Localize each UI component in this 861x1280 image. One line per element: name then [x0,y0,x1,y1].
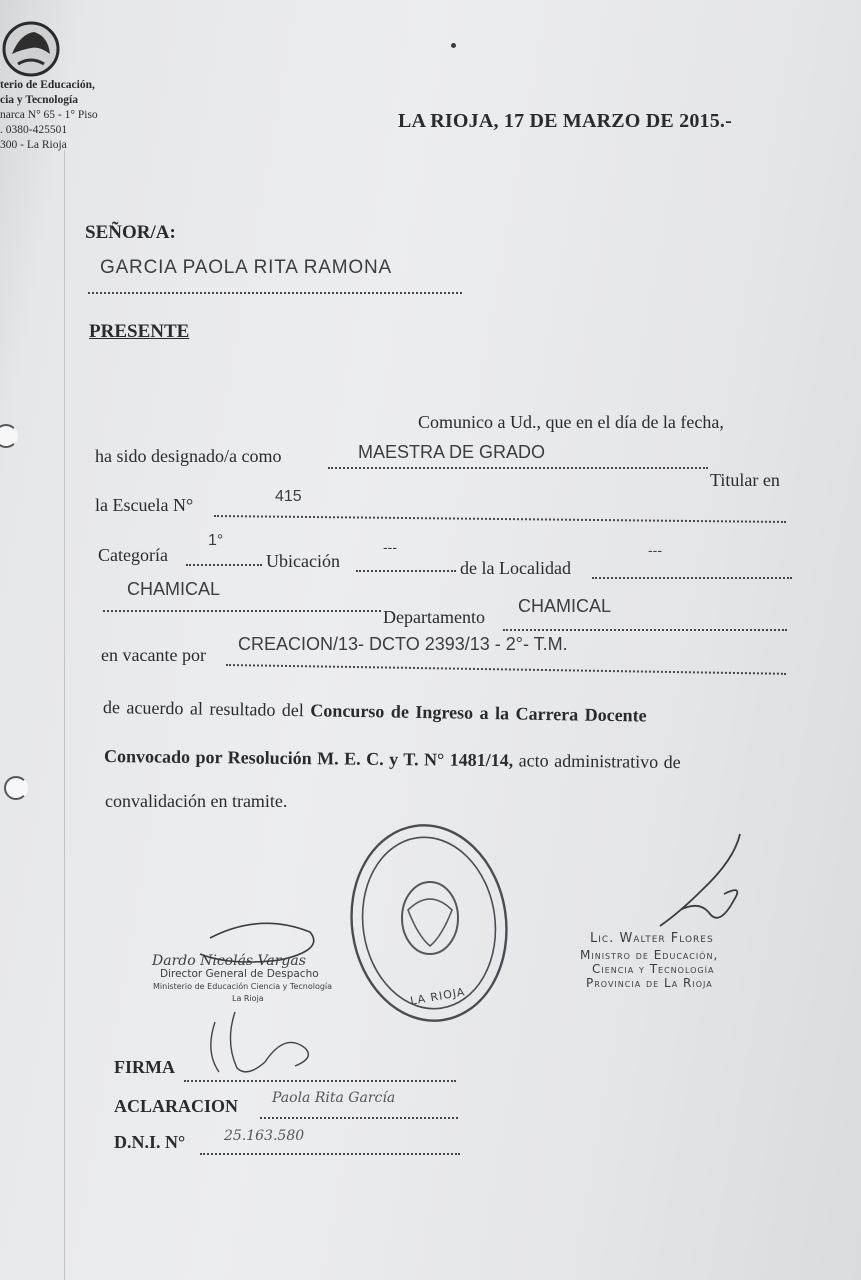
firma-label: FIRMA [114,1057,175,1077]
localidad-value: --- [648,542,662,558]
left-signer-place: La Rioja [232,994,264,1003]
recipient-signature-icon [175,992,325,1082]
seal-top-text [388,810,414,811]
escuela-label: la Escuela N° [95,495,194,515]
intro-text: Comunico a Ud., que en el día de la fecha, [418,412,724,432]
dotted-line [356,570,456,572]
aclaracion-value: Paola Rita García [272,1090,396,1106]
dotted-line [200,1153,460,1155]
dotted-line [186,564,262,566]
seal-bottom-text: LA RIOJA [409,985,467,1008]
acuerdo-line [103,697,647,727]
ubicacion-label: Ubicación [266,551,340,571]
titular-label: Titular en [710,470,780,490]
dotted-line [184,1080,456,1082]
localidad-label: de la Localidad [460,558,571,578]
right-signer-name: Lic. Walter Flores [590,931,714,946]
acuerdo-text: de acuerdo al resultado del [102,697,305,721]
letterhead-line: narca N° 65 - 1° Piso [0,109,98,121]
dotted-line [260,1117,458,1119]
letterhead-line: cia y Tecnología [0,94,78,106]
coat-of-arms-icon [0,20,62,78]
right-signer-title3: Provincia de La Rioja [586,976,713,990]
dotted-line [226,664,786,675]
dni-label: D.N.I. N° [114,1132,186,1152]
aclaracion-label: ACLARACION [114,1096,239,1116]
resolucion-text: Convocado por Resolución M. E. C. y T. N° 1481/14, [103,746,514,771]
dotted-line [103,610,381,612]
dotted-line [214,515,786,523]
left-signer-org: Ministerio de Educación Ciencia y Tecnología [153,982,333,991]
vacante-label: en vacante por [101,645,206,665]
dotted-line [592,577,792,579]
right-signer-title1: Ministro de Educación, [580,948,719,962]
escuela-number: 415 [275,488,302,505]
departamento-label: Departamento [383,607,485,627]
paper-edge [64,150,65,1280]
concurso-text: Concurso de Ingreso a la Carrera Docente [310,700,647,726]
vacante-value: CREACION/13- DCTO 2393/13 - 2°- T.M. [238,634,568,654]
presente-heading: PRESENTE [89,321,190,342]
dni-value: 25.163.580 [224,1128,305,1144]
dotted-line [88,292,462,294]
designado-label: ha sido designado/a como [95,446,282,466]
letterhead [0,78,98,153]
convalidacion-text: convalidación en tramite. [105,791,288,811]
cargo-value: MAESTRA DE GRADO [358,442,546,462]
ubicacion-value: --- [383,539,397,555]
localidad-name: CHAMICAL [127,579,221,599]
document-date: LA RIOJA, 17 DE MARZO DE 2015.- [398,110,732,132]
paper-dot [451,43,456,48]
acto-text: acto administrativo de [518,750,681,773]
punch-hole-bottom [4,776,28,800]
letterhead-line: . 0380-425501 [0,124,68,136]
categoria-label: Categoría [98,545,168,565]
dotted-line [503,629,787,631]
letterhead-line: terio de Educación, [0,79,95,91]
right-signature-icon [640,830,760,940]
categoria-value: 1° [208,532,224,549]
departamento-value: CHAMICAL [518,596,612,616]
right-signer-title2: Ciencia y Tecnología [592,962,715,976]
convocado-line [104,746,681,773]
punch-hole-top [0,424,18,448]
recipient-name: GARCIA PAOLA RITA RAMONA [100,257,392,278]
left-signer-name: Dardo Nicolás Vargas [152,953,306,969]
dotted-line [328,467,708,469]
letterhead-line: 300 - La Rioja [0,139,67,151]
left-signer-title: Director General de Despacho [160,968,319,980]
salutation: SEÑOR/A: [85,222,176,243]
